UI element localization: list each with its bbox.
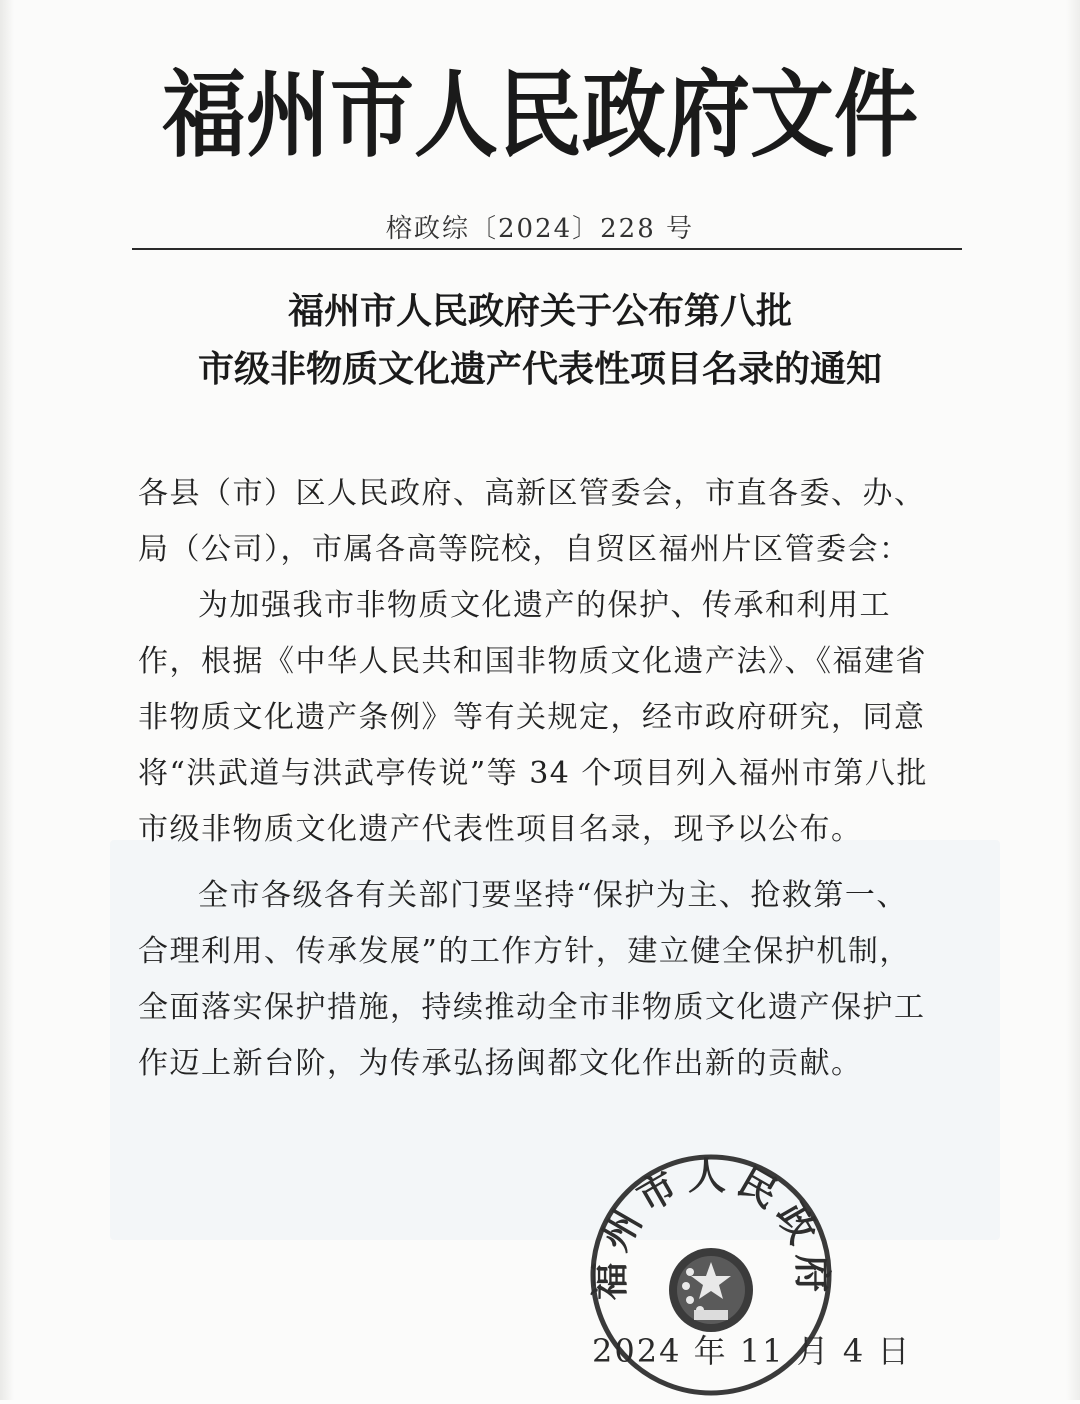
seal-text: 福州市人民政府 bbox=[586, 1153, 836, 1301]
notice-body bbox=[138, 466, 938, 1092]
document-number: 榕政综〔2024〕228 号 bbox=[385, 214, 695, 244]
document-heading: 福州市人民政府文件 bbox=[161, 59, 918, 170]
body-paragraph-2: 全市各级各有关部门要坚持“保护为主、抢救第一、合理利用、传承发展”的工作方针，建立健全保护机制，全面落实保护措施，持续推动全市非物质文化遗产保护工作迈上新台阶，为传承弘扬闽都文化作出新的贡献。 bbox=[138, 878, 926, 1081]
national-emblem-icon bbox=[669, 1248, 753, 1332]
body-paragraph-1: 为加强我市非物质文化遗产的保护、传承和利用工作，根据《中华人民共和国非物质文化遗产法》、《福建省非物质文化遗产条例》等有关规定，经市政府研究，同意将“洪武道与洪武亭传说”等 34 个项目列入福州市第八批市级非物质文化遗产代表性项目名录，现予以公布。 bbox=[138, 588, 928, 847]
notice-title-line-1: 福州市人民政府关于公布第八批 bbox=[287, 290, 792, 332]
header-divider bbox=[132, 248, 962, 250]
notice-title bbox=[0, 282, 1080, 398]
issue-date: 2024 年 11 月 4 日 bbox=[592, 1332, 912, 1370]
notice-title-line-2: 市级非物质文化遗产代表性项目名录的通知 bbox=[197, 348, 882, 390]
addressee: 各县（市）区人民政府、高新区管委会，市直各委、办、局（公司），市属各高等院校，自贸区福州片区管委会： bbox=[138, 476, 926, 567]
